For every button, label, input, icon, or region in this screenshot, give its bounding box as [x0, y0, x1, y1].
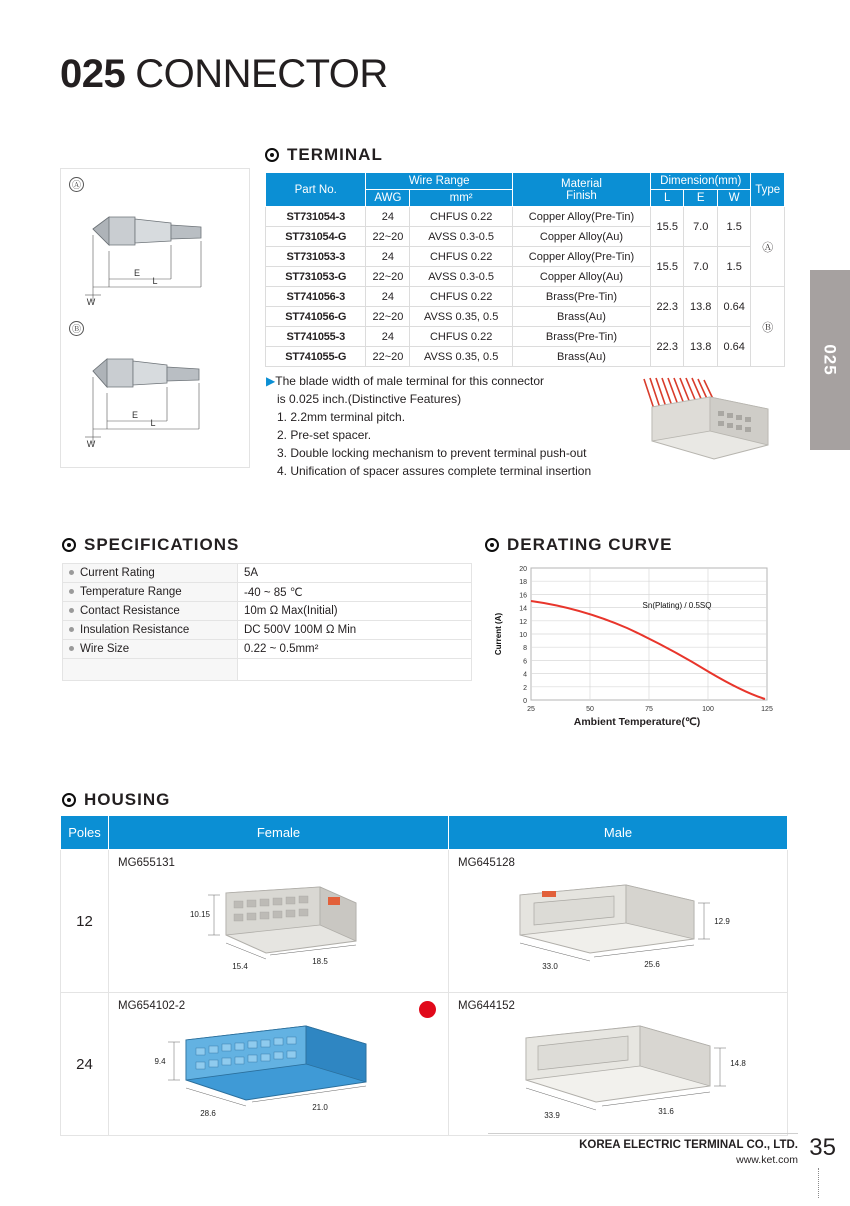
footer-rule [488, 1133, 798, 1134]
terminal-heading-label: TERMINAL [287, 145, 383, 164]
svg-text:20: 20 [519, 566, 527, 573]
table-row [266, 247, 785, 267]
cell-part-no: ST741055-3 [266, 327, 366, 347]
cell-finish: Brass(Pre-Tin) [512, 327, 650, 347]
cell-dim-l: 15.5 [651, 247, 684, 287]
cell-finish: Copper Alloy(Au) [512, 227, 650, 247]
svg-text:18: 18 [519, 579, 527, 587]
terminal-figure-panel [60, 168, 250, 468]
svg-text:100: 100 [702, 706, 714, 713]
cell-awg: 24 [366, 207, 410, 227]
cell-part-no: ST731053-G [266, 267, 366, 287]
cell-female [109, 993, 449, 1136]
svg-text:25: 25 [527, 706, 535, 713]
cell-mm2: CHFUS 0.22 [410, 207, 513, 227]
cell-female [109, 850, 449, 993]
dot-icon [69, 589, 74, 594]
spec-row [63, 621, 472, 640]
spec-label: Insulation Resistance [63, 621, 238, 640]
cell-male [449, 993, 788, 1136]
bullet-icon [485, 538, 499, 552]
terminal-notes [266, 372, 666, 480]
terminal-table [265, 172, 785, 367]
spec-row-empty [63, 659, 472, 681]
th-material: Material [561, 177, 602, 190]
cell-awg: 24 [366, 247, 410, 267]
svg-text:W: W [86, 439, 96, 449]
female-drawing-12 [110, 869, 447, 991]
figure-b-label: Ⓑ [69, 321, 84, 336]
triangle-icon: ▶ [266, 374, 276, 388]
male-drawing-24 [450, 1012, 786, 1134]
svg-text:10: 10 [519, 632, 527, 639]
svg-text:Sn(Plating) / 0.5SQ: Sn(Plating) / 0.5SQ [642, 601, 712, 610]
cell-mm2: CHFUS 0.22 [410, 247, 513, 267]
female-part-no: MG654102-2 [118, 1000, 186, 1012]
cell-type: Ⓐ [751, 207, 785, 287]
cell-poles: 24 [61, 993, 109, 1136]
th-wire-range: Wire Range [366, 173, 512, 190]
side-tab-label: 025 [821, 344, 840, 376]
spec-value-empty [238, 659, 472, 681]
svg-text:21.0: 21.0 [312, 1103, 328, 1112]
spec-row [63, 583, 472, 602]
svg-text:31.6: 31.6 [658, 1107, 674, 1116]
svg-text:12.9: 12.9 [714, 917, 730, 926]
terminal-a-drawing [75, 183, 245, 313]
footer-company: KOREA ELECTRIC TERMINAL CO., LTD. [579, 1139, 798, 1151]
cell-dim-l: 15.5 [651, 207, 684, 247]
dot-icon [69, 627, 74, 632]
cell-dim-l: 22.3 [651, 327, 684, 367]
spec-label: Wire Size [63, 640, 238, 659]
cell-awg: 22~20 [366, 267, 410, 287]
cell-male [449, 850, 788, 993]
svg-text:Current (A): Current (A) [494, 612, 503, 656]
table-row [266, 207, 785, 227]
th-dim-e: E [684, 190, 717, 207]
derating-curve-chart [487, 560, 787, 730]
cell-awg: 24 [366, 287, 410, 307]
spec-label: Current Rating [63, 564, 238, 583]
svg-text:W: W [86, 297, 96, 307]
note-lead-1: The blade width of male terminal for this connector [275, 374, 545, 388]
housing-row [61, 850, 788, 993]
th-male: Male [449, 816, 788, 850]
cell-dim-w: 0.64 [717, 287, 750, 327]
housing-table [60, 815, 788, 1136]
bullet-icon [265, 148, 279, 162]
note-lead-2: is 0.025 inch.(Distinctive Features) [277, 392, 462, 406]
cell-awg: 22~20 [366, 227, 410, 247]
dot-icon [69, 570, 74, 575]
dot-icon [69, 646, 74, 651]
spec-value: DC 500V 100M Ω Min [238, 621, 472, 640]
housing-row [61, 993, 788, 1136]
derating-section-heading [485, 535, 672, 555]
svg-text:16: 16 [519, 592, 527, 600]
cell-dim-e: 13.8 [684, 327, 717, 367]
svg-text:125: 125 [761, 706, 773, 713]
cell-dim-l: 22.3 [651, 287, 684, 327]
spec-row [63, 564, 472, 583]
cell-finish: Brass(Au) [512, 347, 650, 367]
cell-awg: 22~20 [366, 347, 410, 367]
figure-a-label: Ⓐ [69, 177, 84, 192]
male-part-no: MG645128 [458, 857, 515, 869]
cell-dim-w: 0.64 [717, 327, 750, 367]
spec-label-empty [63, 659, 238, 681]
cell-mm2: AVSS 0.3-0.5 [410, 267, 513, 287]
cell-part-no: ST741056-3 [266, 287, 366, 307]
svg-text:33.9: 33.9 [544, 1111, 560, 1120]
side-tab [810, 270, 850, 450]
svg-text:14: 14 [519, 605, 527, 613]
chart-x-axis-title: Ambient Temperature(℃) [573, 716, 701, 728]
housing-header-row [61, 816, 788, 850]
svg-text:25.6: 25.6 [644, 960, 660, 969]
specifications-table [62, 563, 472, 681]
note-item-3: 3. Double locking mechanism to prevent terminal push-out [277, 446, 587, 460]
female-drawing-24 [110, 1012, 447, 1134]
th-finish: Finish [566, 189, 597, 202]
table-row [266, 287, 785, 307]
cell-mm2: AVSS 0.35, 0.5 [410, 307, 513, 327]
th-dimension: Dimension(mm) [651, 173, 751, 190]
cell-mm2: CHFUS 0.22 [410, 287, 513, 307]
connector-photo [636, 375, 776, 467]
th-type: Type [751, 173, 785, 207]
housing-section-heading [62, 790, 170, 810]
svg-text:33.0: 33.0 [542, 962, 558, 971]
cell-type: Ⓑ [751, 287, 785, 367]
cell-finish: Brass(Pre-Tin) [512, 287, 650, 307]
cell-part-no: ST731054-G [266, 227, 366, 247]
table-row [266, 327, 785, 347]
svg-text:E: E [131, 410, 139, 420]
cell-dim-w: 1.5 [717, 247, 750, 287]
spec-value: 5A [238, 564, 472, 583]
th-awg: AWG [366, 190, 410, 207]
cell-awg: 22~20 [366, 307, 410, 327]
spec-label: Temperature Range [63, 583, 238, 602]
page-title-word: CONNECTOR [135, 52, 388, 96]
page-title-number: 025 [60, 52, 126, 96]
svg-text:L: L [152, 276, 158, 286]
male-part-no: MG644152 [458, 1000, 515, 1012]
svg-text:15.4: 15.4 [232, 962, 248, 971]
housing-heading-label: HOUSING [84, 790, 171, 809]
note-lead [266, 372, 666, 390]
cell-dim-e: 7.0 [684, 247, 717, 287]
svg-text:28.6: 28.6 [200, 1109, 216, 1118]
th-dim-l: L [651, 190, 684, 207]
female-part-no: MG655131 [118, 857, 175, 869]
cell-part-no: ST731053-3 [266, 247, 366, 267]
cell-mm2: AVSS 0.35, 0.5 [410, 347, 513, 367]
th-dim-w: W [717, 190, 750, 207]
svg-text:75: 75 [645, 706, 653, 713]
spec-value: -40 ~ 85 ℃ [238, 583, 472, 602]
footer-dash-divider [818, 1168, 819, 1198]
spec-value: 10m Ω Max(Initial) [238, 602, 472, 621]
svg-text:10.15: 10.15 [189, 910, 211, 919]
cell-finish: Copper Alloy(Pre-Tin) [512, 247, 650, 267]
cell-dim-e: 13.8 [684, 287, 717, 327]
dot-icon [69, 608, 74, 613]
derating-heading-label: DERATING CURVE [507, 535, 673, 554]
spec-value: 0.22 ~ 0.5mm² [238, 640, 472, 659]
svg-text:6: 6 [523, 658, 527, 666]
spec-row [63, 602, 472, 621]
svg-text:50: 50 [586, 706, 594, 713]
cell-mm2: AVSS 0.3-0.5 [410, 227, 513, 247]
cell-part-no: ST731054-3 [266, 207, 366, 227]
cell-dim-e: 7.0 [684, 207, 717, 247]
svg-text:E: E [133, 268, 141, 278]
svg-text:L: L [150, 418, 156, 428]
specifications-heading-label: SPECIFICATIONS [84, 535, 240, 554]
cell-finish: Brass(Au) [512, 307, 650, 327]
cell-mm2: CHFUS 0.22 [410, 327, 513, 347]
note-item-2: 2. Pre-set spacer. [277, 428, 372, 442]
cell-dim-w: 1.5 [717, 207, 750, 247]
table-header-row [266, 173, 785, 190]
spec-label: Contact Resistance [63, 602, 238, 621]
th-poles: Poles [61, 816, 109, 850]
svg-text:18.5: 18.5 [312, 957, 328, 966]
svg-text:14.8: 14.8 [730, 1059, 746, 1068]
page-number: 35 [809, 1134, 836, 1161]
terminal-section-heading [265, 145, 383, 165]
bullet-icon [62, 793, 76, 807]
svg-text:9.4: 9.4 [154, 1057, 166, 1066]
th-part-no: Part No. [266, 173, 366, 207]
cell-awg: 24 [366, 327, 410, 347]
page-title [60, 52, 388, 97]
svg-text:2: 2 [523, 684, 527, 692]
cell-finish: Copper Alloy(Au) [512, 267, 650, 287]
cell-poles: 12 [61, 850, 109, 993]
bullet-icon [62, 538, 76, 552]
cell-part-no: ST741055-G [266, 347, 366, 367]
note-item-4: 4. Unification of spacer assures complete terminal insertion [277, 464, 592, 478]
footer-url: www.ket.com [736, 1154, 798, 1166]
svg-text:0: 0 [523, 698, 527, 705]
th-mm2: mm² [410, 190, 513, 207]
cell-finish: Copper Alloy(Pre-Tin) [512, 207, 650, 227]
cell-part-no: ST741056-G [266, 307, 366, 327]
svg-text:8: 8 [523, 645, 527, 653]
male-drawing-12 [450, 869, 786, 991]
terminal-b-drawing [75, 327, 245, 457]
footer [579, 1138, 798, 1168]
svg-text:12: 12 [519, 618, 527, 626]
svg-text:4: 4 [523, 671, 527, 679]
th-female: Female [109, 816, 449, 850]
note-item-1: 1. 2.2mm terminal pitch. [277, 410, 406, 424]
specifications-section-heading [62, 535, 239, 555]
spec-row [63, 640, 472, 659]
